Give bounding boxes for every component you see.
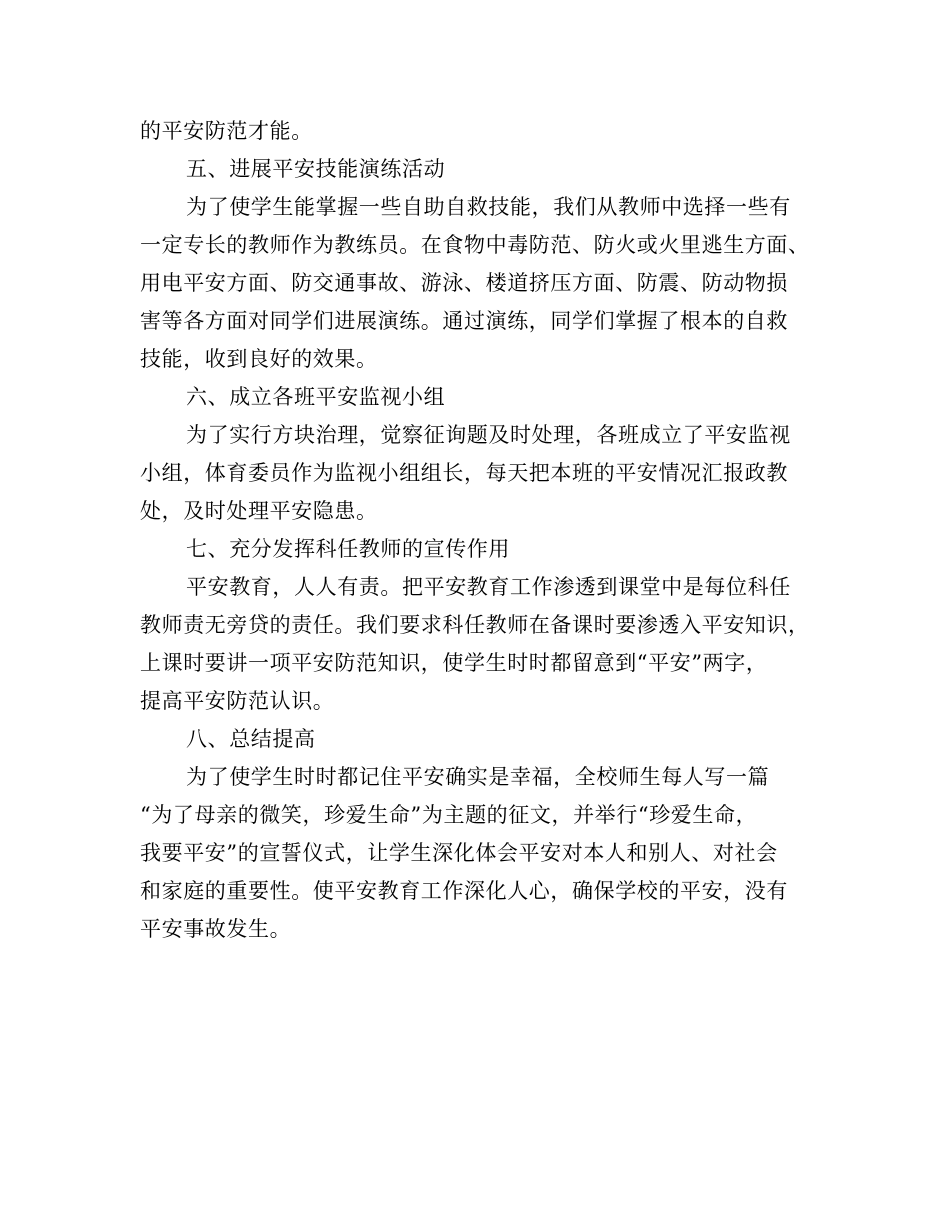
document-body [140, 112, 840, 948]
text-line: 提高平安防范认识。 [140, 689, 335, 713]
text-line: 教师责无旁贷的责任。我们要求科任教师在备课时要渗透入平安知识， [140, 613, 810, 637]
text-line: 的平安防范才能。 [140, 119, 313, 143]
text-line: 为了使学生能掌握一些自助自救技能，我们从教师中选择一些有 [186, 195, 791, 219]
text-line: 平安事故发生。 [140, 917, 292, 941]
text-line: 平安教育，人人有责。把平安教育工作渗透到课堂中是每位科任 [186, 575, 791, 599]
text-line: 一定专长的教师作为教练员。在食物中毒防范、防火或火里逃生方面、 [140, 233, 810, 257]
text-line: 我要平安”的宣誓仪式，让学生深化体会平安对本人和别人、对社会 [140, 841, 778, 865]
section-heading: 六、成立各班平安监视小组 [186, 385, 446, 409]
text-line: 和家庭的重要性。使平安教育工作深化人心，确保学校的平安，没有 [140, 879, 788, 903]
section-heading: 七、充分发挥科任教师的宣传作用 [186, 537, 510, 561]
text-line: 技能，收到良好的效果。 [140, 347, 378, 371]
text-line: “为了母亲的微笑，珍爱生命”为主题的征文，并举行“珍爱生命， [140, 803, 758, 827]
text-line: 用电平安方面、防交通事故、游泳、楼道挤压方面、防震、防动物损 [140, 271, 788, 295]
section-heading: 八、总结提高 [186, 727, 316, 751]
text-line: 为了使学生时时都记住平安确实是幸福，全校师生每人写一篇 [186, 765, 770, 789]
text-line: 害等各方面对同学们进展演练。通过演练，同学们掌握了根本的自救 [140, 309, 788, 333]
text-line: 小组，体育委员作为监视小组组长，每天把本班的平安情况汇报政教 [140, 461, 788, 485]
text-line: 上课时要讲一项平安防范知识，使学生时时都留意到“平安”两字， [140, 651, 768, 675]
text-line: 处，及时处理平安隐患。 [140, 499, 378, 523]
text-line: 为了实行方块治理，觉察征询题及时处理，各班成立了平安监视 [186, 423, 791, 447]
section-heading: 五、进展平安技能演练活动 [186, 157, 446, 181]
